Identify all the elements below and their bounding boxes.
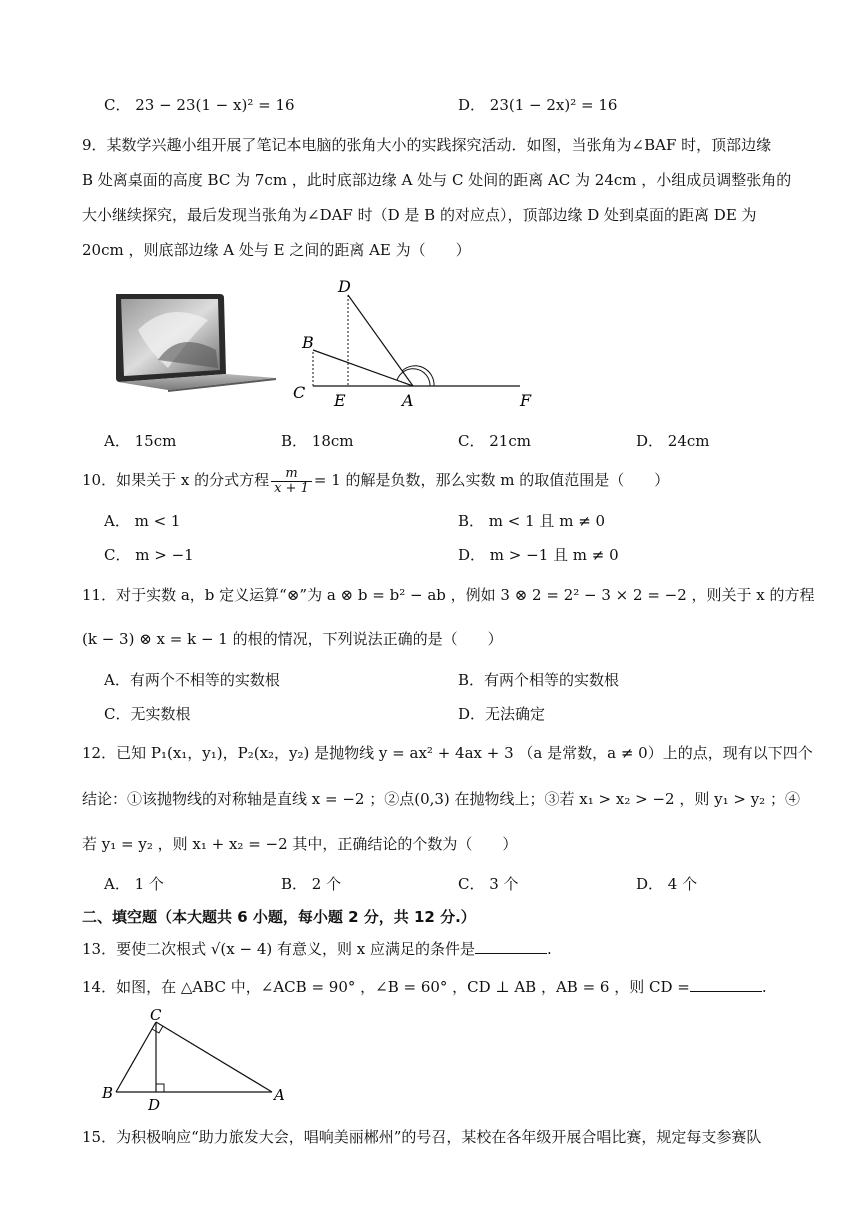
label-b: B — [102, 1084, 114, 1102]
q8-option-c: C． 23 − 23(1 − x)² = 16 — [104, 96, 295, 114]
label-e: E — [334, 391, 346, 410]
q14-stem — [82, 977, 767, 997]
q13-text-after: . — [547, 940, 552, 958]
q9-line-3: 大小继续探究，最后发现当张角为∠DAF 时（D 是 B 的对应点），顶部边缘 D 处到桌面的距离 DE 为 — [82, 206, 757, 224]
label-d: D — [338, 277, 351, 296]
q14-text-before: 14．如图，在 △ABC 中，∠ACB = 90° ，∠B = 60° ，CD ⊥ AB ，AB = 6 ，则 CD = — [82, 978, 690, 996]
q9-angle-diagram — [288, 268, 548, 416]
q10-option-d: D． m > −1 且 m ≠ 0 — [458, 546, 619, 564]
q10-frac-den: x + 1 — [274, 480, 309, 496]
q12-option-b: B． 2 个 — [281, 875, 342, 893]
q9-option-d: D． 24cm — [636, 432, 710, 450]
q9-line-4: 20cm ，则底部边缘 A 处与 E 之间的距离 AE 为（ ） — [82, 241, 471, 259]
label-f: F — [520, 391, 532, 410]
q9-option-c: C． 21cm — [458, 432, 531, 450]
q10-fraction — [271, 467, 312, 496]
q11-line-2: (k − 3) ⊗ x = k − 1 的根的情况，下列说法正确的是（ ） — [82, 630, 503, 648]
q9-line-2: B 处离桌面的高度 BC 为 7cm ，此时底部边缘 A 处与 C 处间的距离 AC 为 24cm ，小组成员调整张角的 — [82, 171, 792, 189]
q14-answer-blank[interactable] — [690, 977, 762, 992]
q11-option-a: A．有两个不相等的实数根 — [104, 671, 280, 689]
q9-option-b: B． 18cm — [281, 432, 354, 450]
q11-option-d: D．无法确定 — [458, 705, 546, 723]
q14-text-after: . — [761, 978, 767, 996]
label-a: A — [402, 391, 414, 410]
section-2-heading: 二、填空题（本大题共 6 小题，每小题 2 分，共 12 分.） — [82, 908, 476, 926]
label-d: D — [148, 1096, 161, 1114]
label-a: A — [274, 1086, 285, 1104]
q14-triangle-diagram — [96, 1006, 296, 1114]
q12-line-2: 结论：①该抛物线的对称轴是直线 x = −2 ；②点(0,3) 在抛物线上；③若 x₁ > x₂ > −2 ，则 y₁ > y₂ ；④ — [82, 790, 800, 808]
label-c: C — [150, 1006, 162, 1024]
q10-frac-num: m — [271, 467, 312, 482]
q13-stem — [82, 939, 552, 959]
q10-option-b: B． m < 1 且 m ≠ 0 — [458, 512, 606, 530]
q9-option-a: A． 15cm — [104, 432, 177, 450]
q8-option-d: D． 23(1 − 2x)² = 16 — [458, 96, 618, 114]
q9-line-1: 9．某数学兴趣小组开展了笔记本电脑的张角大小的实践探究活动．如图，当张角为∠BAF 时，顶部边缘 — [82, 136, 772, 154]
q11-option-c: C．无实数根 — [104, 705, 191, 723]
q11-line-1: 11．对于实数 a，b 定义运算“⊗”为 a ⊗ b = b² − ab ，例如 3 ⊗ 2 = 2² − 3 × 2 = −2 ，则关于 x 的方程 — [82, 586, 815, 604]
q11-option-b: B．有两个相等的实数根 — [458, 671, 620, 689]
q12-option-a: A． 1 个 — [104, 875, 164, 893]
q13-answer-blank[interactable] — [475, 939, 547, 954]
q12-line-3: 若 y₁ = y₂ ，则 x₁ + x₂ = −2 其中，正确结论的个数为（ ） — [82, 835, 518, 853]
laptop-image — [108, 290, 280, 392]
q10-text-before: 10．如果关于 x 的分式方程 — [82, 471, 270, 489]
q10-stem — [82, 463, 669, 497]
label-b: B — [302, 333, 314, 352]
q10-option-c: C． m > −1 — [104, 546, 194, 564]
q10-text-after: = 1 的解是负数，那么实数 m 的取值范围是（ ） — [313, 471, 670, 489]
q10-option-a: A． m < 1 — [104, 512, 181, 530]
label-c: C — [293, 383, 306, 402]
q12-option-d: D． 4 个 — [636, 875, 698, 893]
q13-text-before: 13．要使二次根式 √(x − 4) 有意义，则 x 应满足的条件是 — [82, 940, 475, 958]
q12-line-1: 12．已知 P₁(x₁，y₁)，P₂(x₂，y₂) 是抛物线 y = ax² + 4ax + 3 （a 是常数，a ≠ 0）上的点，现有以下四个 — [82, 744, 813, 762]
q15-line-1: 15．为积极响应“助力旅发大会，唱响美丽郴州”的号召，某校在各年级开展合唱比赛，规定每支参赛队 — [82, 1128, 762, 1146]
q12-option-c: C． 3 个 — [458, 875, 519, 893]
